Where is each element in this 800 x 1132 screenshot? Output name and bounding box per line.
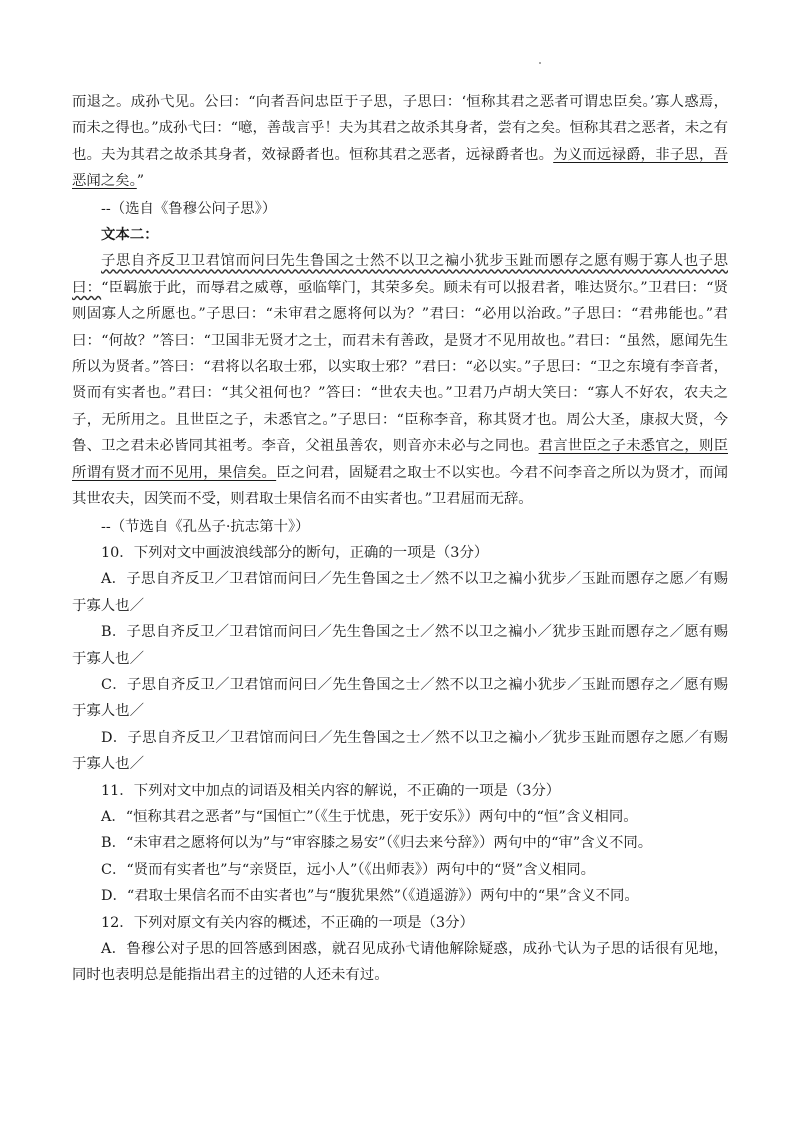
text2-source: --（节选自《孔丛子·抗志第十》） <box>101 518 310 535</box>
question-option: C．“贤而有实者也”与“亲贤臣，远小人”（《出师表》）两句中的“贤”含义相同。 <box>101 861 596 878</box>
text2-wavy-sentence: 子思自齐反卫卫君馆而问曰先生鲁国之士然不以卫之褊小犹步玉趾而慁存之愿有赐于寡人也子思曰： <box>72 253 728 296</box>
question-option: D．“君取士果信名而不由实者也”与“腹犹果然”（《逍遥游》）两句中的“果”含义不同。 <box>101 888 639 905</box>
text2-body-main: “臣羁旅于此，而辱君之威尊，亟临筚门，其荣多矣。顾未有可以报君者，唯达贤尔。”卫君曰：“贤则固寡人之所愿也。”子思曰：“未审君之愿将何以为？”君曰：“必用以治政。”子思曰：“君弗能也。”君曰：“何故？”答曰：“卫国非无贤才之士，而君未有善政，是贤才不见用故也。”君曰：“虽然，愿闻先生所以为贤者。”答曰：“君将以名取士邪，以实取士邪？”君曰：“必以实。”子思曰：“卫之东境有李音者，贤而有实者也。”君曰：“其父祖何也？”答曰：“世农夫也。”卫君乃卢胡大笑曰：“寡人不好农，农夫之子，无所用之。且世臣之子，未悉官之。”子思曰：“臣称李音，称其贤才也。周公大圣，康叔大贤，今鲁、卫之君未必皆同其祖考。李音，父祖虽善农，则音亦未必与之同也。 <box>72 279 728 455</box>
text2-label: 文本二： <box>101 226 159 244</box>
scan-dot <box>539 62 541 64</box>
text2-body-end: 臣之问君，固疑君之取士不以实也。今君不问李音之所以为贤才，而闻其世农夫，因笑而不受，则君取士果信名而不由实者也。”卫君屈而无辞。 <box>72 464 728 508</box>
question-option: A．鲁穆公对子思的回答感到困惑，就召见成孙弋请他解除疑惑，成孙弋认为子思的话很有见地，同时也表明总是能指出君主的过错的人还未有过。 <box>72 941 728 984</box>
text1-source: --（选自《鲁穆公问子思》） <box>101 200 277 217</box>
question-option: D．子思自齐反卫／卫君馆而问曰／先生鲁国之士／然不以卫之褊小／犹步玉趾而慁存之愿／有赐于寡人也／ <box>72 729 728 773</box>
document-content <box>72 89 728 989</box>
text1-underlined-sentence: 为义而远禄爵，非子思，吾恶闻之矣。 <box>72 146 728 190</box>
question-option: B．子思自齐反卫／卫君馆而问曰／先生鲁国之士／然不以卫之褊小／犹步玉趾而慁存之／愿有赐于寡人也／ <box>72 624 728 667</box>
text1-body <box>72 89 728 195</box>
question-option: C．子思自齐反卫／卫君馆而问曰／先生鲁国之士／然不以卫之褊小犹步／玉趾而慁存之／愿有赐于寡人也／ <box>72 676 728 720</box>
question-10 <box>72 540 728 778</box>
question-12 <box>72 910 728 989</box>
question-option: A．“恒称其君之恶者”与“国恒亡”（《生于忧患，死于安乐》）两句中的“恒”含义相同。 <box>101 808 638 825</box>
question-stem: 12．下列对原文有关内容的概述，不正确的一项是（3分） <box>101 914 474 931</box>
text1-body-main: 而退之。成孙弋见。公曰：“向者吾问忠臣于子思，子思曰：‘恒称其君之恶者可谓忠臣矣。’寡人惑焉，而未之得也。”成孙弋曰：“噫，善哉言乎！夫为其君之故杀其身者，尝有之矣。恒称其君之恶者，未之有也。夫为其君之故杀其身者，效禄爵者也。恒称其君之恶者，远禄爵者也。 <box>72 94 728 163</box>
text2-underlined-sentence: 君言世臣之子未悉官之，则臣所谓有贤才而不见用，果信矣。 <box>72 438 728 481</box>
text2-body <box>72 248 728 512</box>
question-option: A．子思自齐反卫／卫君馆而问曰／先生鲁国之士／然不以卫之褊小犹步／玉趾而慁存之愿／有赐于寡人也／ <box>72 571 728 614</box>
question-option: B．“未审君之愿将何以为”与“审容膝之易安”（《归去来兮辞》）两句中的“审”含义不同。 <box>101 835 653 852</box>
question-stem: 11．下列对文中加点的词语及相关内容的解说，不正确的一项是（3分） <box>101 782 561 799</box>
text1-body-end: ” <box>136 173 145 190</box>
question-11 <box>72 778 728 910</box>
question-stem: 10．下列对文中画波浪线部分的断句，正确的一项是（3分） <box>101 544 489 561</box>
